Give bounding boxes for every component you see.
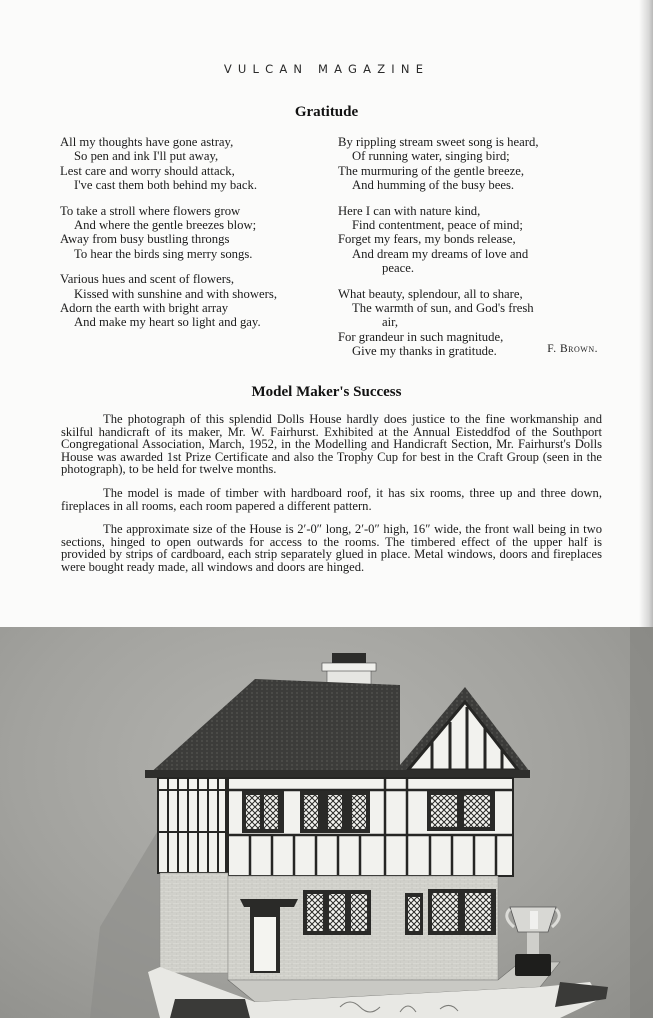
poem-line: All my thoughts have gone astray,	[60, 135, 234, 149]
poem-stanza	[60, 135, 325, 193]
poem-line: Find contentment, peace of mind;	[352, 218, 523, 233]
upper-storey-side	[158, 778, 226, 873]
article-body	[61, 413, 602, 585]
wall-shadow	[90, 827, 160, 1018]
page-gutter-shadow	[639, 0, 653, 627]
poem-line: So pen and ink I'll put away,	[74, 149, 219, 164]
article-paragraph: The model is made of timber with hardboard roof, it has six rooms, three up and three down, fireplaces in all rooms, each room papered a different pattern.	[61, 485, 602, 513]
poem-line: Various hues and scent of flowers,	[60, 272, 235, 287]
poem-stanza	[60, 272, 325, 330]
poem-line: To take a stroll where flowers grow	[60, 203, 241, 218]
poem-line: Kissed with sunshine and with showers,	[74, 286, 277, 301]
poem-line: Give my thanks in gratitude.	[352, 344, 497, 359]
poem-title: Gratitude	[294, 104, 359, 120]
poem-line: Here I can with nature kind,	[338, 203, 481, 218]
poem-line: To hear the birds sing merry songs.	[74, 246, 253, 261]
poem-left-column	[60, 135, 325, 341]
poem-line: And where the gentle breezes blow;	[74, 218, 257, 233]
poem-line: I've cast them both behind my back.	[74, 178, 258, 193]
table-leg	[170, 999, 250, 1018]
running-head: VULCAN MAGAZINE	[223, 62, 430, 76]
poem-line: Of running water, singing bird;	[352, 149, 510, 164]
poem-stanza	[338, 135, 600, 193]
poem-line: Adorn the earth with bright array	[60, 301, 229, 316]
dolls-house-photograph	[0, 627, 653, 1018]
poem-line: Forget my fears, my bonds release,	[338, 232, 516, 247]
poem-line: peace.	[382, 261, 415, 276]
article-paragraph: The photograph of this splendid Dolls House hardly does justice to the fine workmanship and skilful handicraft of its maker, Mr. W. Fairhurst. Exhibited at the Annual Eisteddfod of the Southport Congregational Association, March, 1952, in the Modelling and Handicraft Section, Mr. Fairhurst's Dolls House was awarded 1st Prize Certificate and also the Trophy Cup for best in the Craft Group (seen in the photograph), to be held for twelve months.	[61, 412, 602, 477]
poem-stanza	[338, 204, 600, 276]
ground-storey-side	[160, 873, 228, 973]
poem-stanza	[60, 204, 325, 262]
poem-right-column	[338, 135, 600, 370]
poem-line: The warmth of sun, and God's fresh	[352, 301, 534, 316]
poem-line: And dream my dreams of love and	[352, 246, 529, 261]
poem-line: Lest care and worry should attack,	[60, 163, 235, 178]
roof-eave	[145, 770, 530, 778]
poem-line: And humming of the busy bees.	[352, 178, 515, 193]
poem-line: The murmuring of the gentle breeze,	[338, 163, 525, 178]
poem-line: For grandeur in such magnitude,	[338, 329, 504, 344]
poem-line: What beauty, splendour, all to share,	[338, 286, 523, 301]
poem-line: And make my heart so light and gay.	[74, 315, 261, 330]
poem-line: By rippling stream sweet song is heard,	[338, 135, 539, 149]
poem-line: Away from busy bustling throngs	[60, 232, 230, 247]
article-paragraph: The approximate size of the House is 2′-0″ long, 2′-0″ high, 16″ wide, the front wall being in two sections, hinged to open outwards for access to the rooms. The timbered effect of the upper half is provided by strips of cardboard, each strip separately glued in place. Metal windows, doors and fireplaces were bought ready made, all windows and doors are hinged.	[61, 522, 602, 574]
poem-author: F. Brown.	[547, 343, 598, 355]
upper-storey-front	[228, 778, 513, 876]
roof-main	[148, 679, 400, 777]
article-title: Model Maker's Success	[251, 384, 402, 400]
poem-line: air,	[382, 315, 399, 330]
dolls-house-illustration	[0, 627, 653, 1018]
